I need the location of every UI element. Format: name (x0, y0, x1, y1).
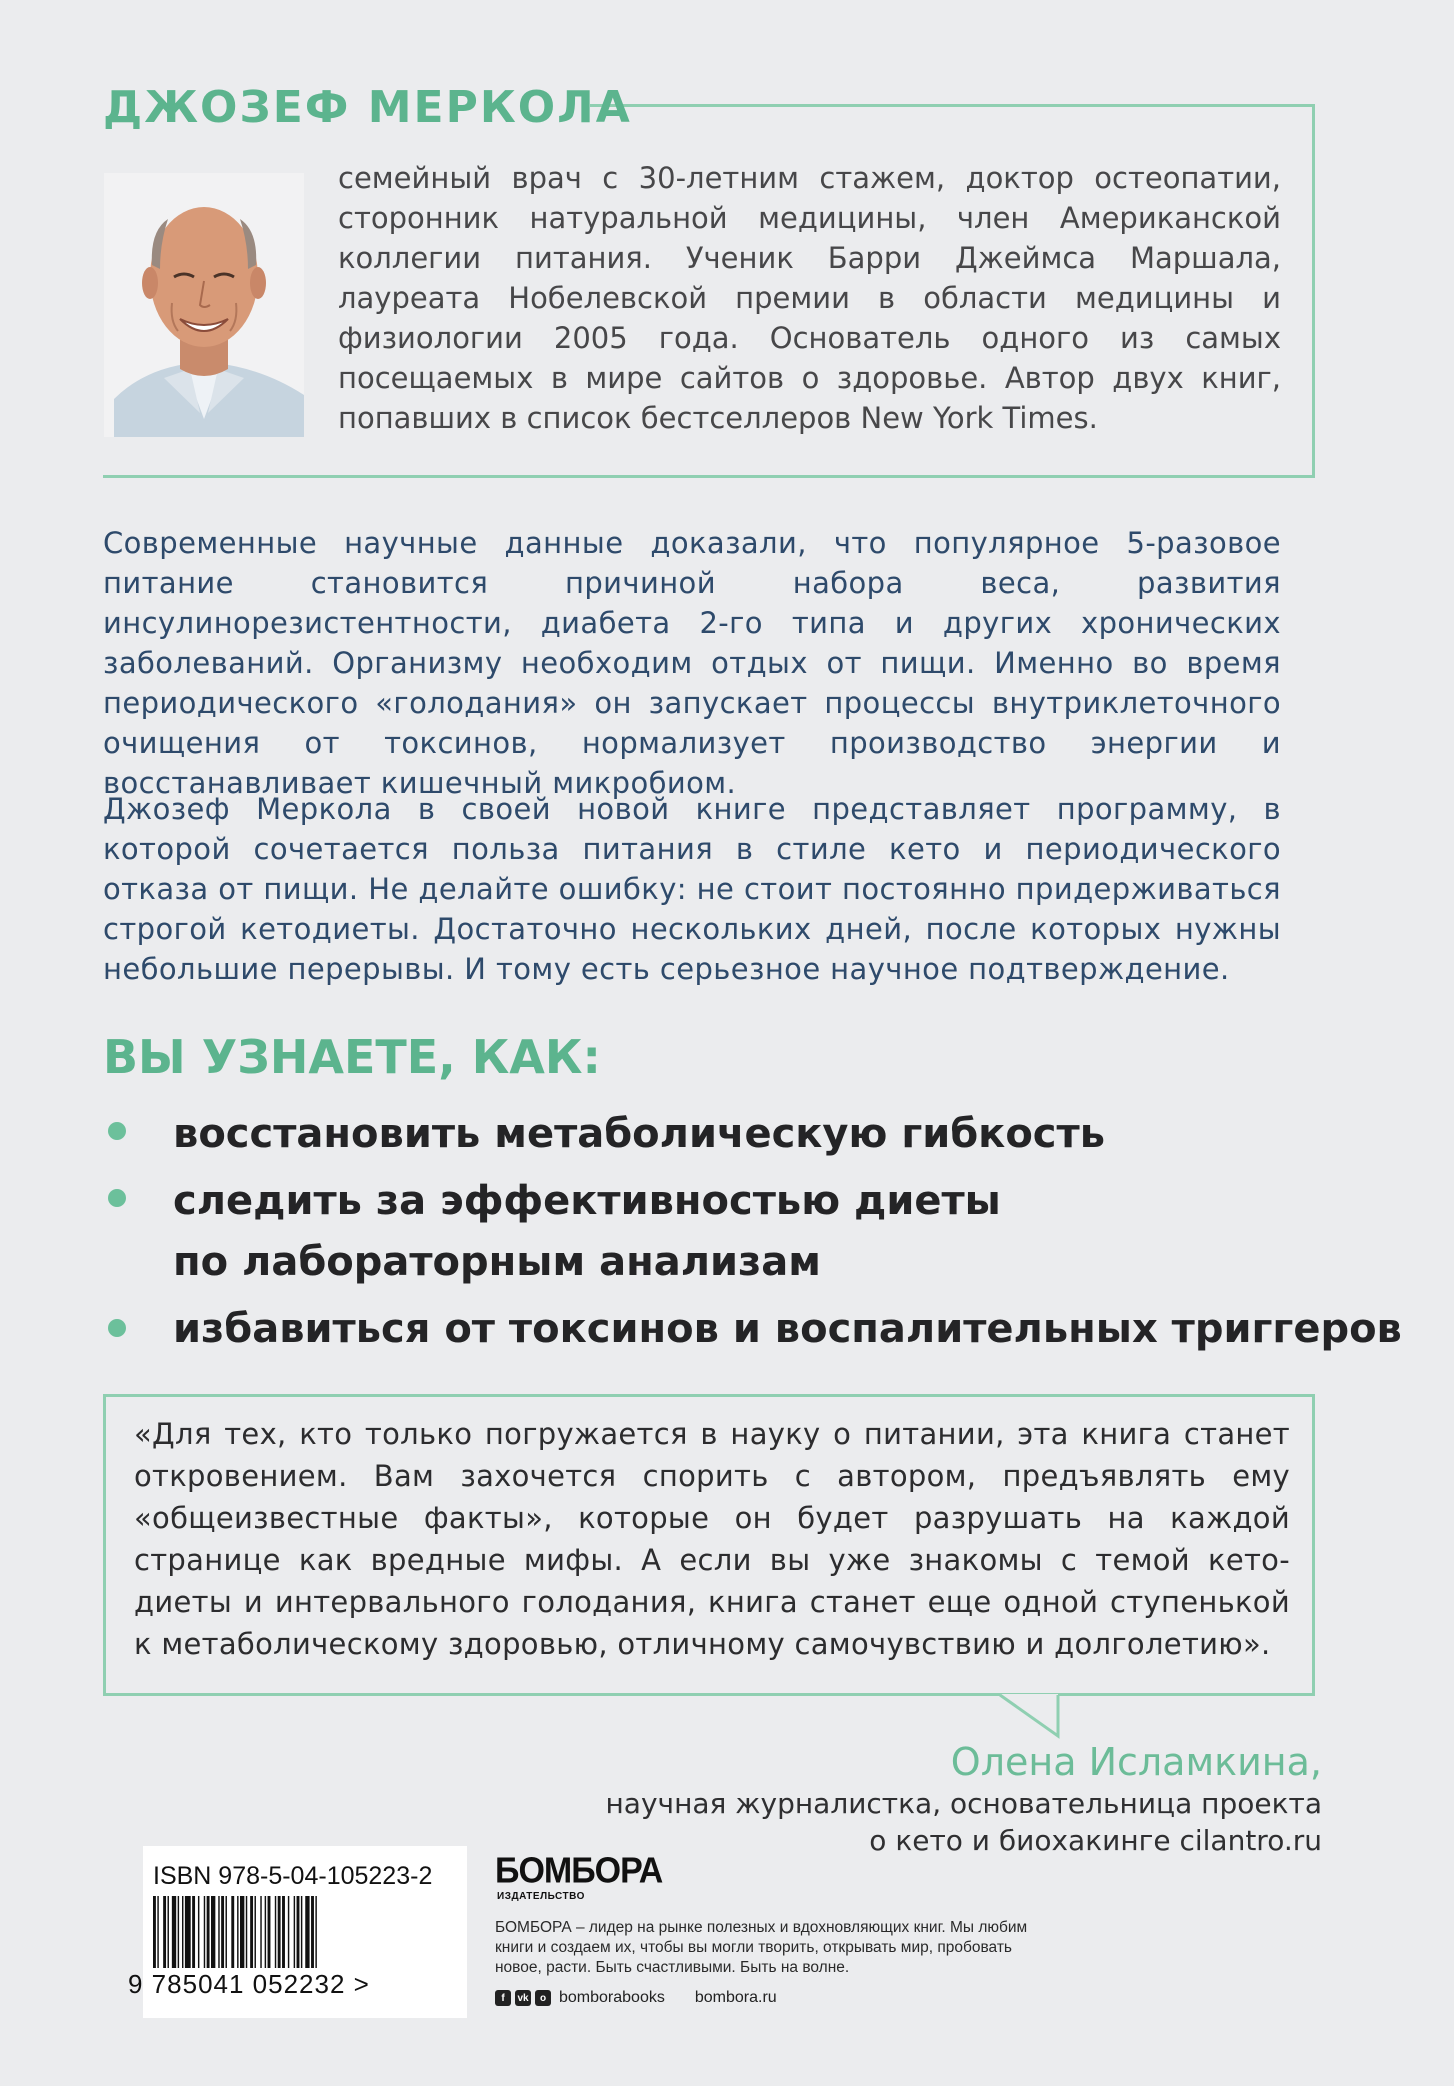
barcode-stripe (163, 1896, 166, 1968)
barcode-stripe (255, 1896, 256, 1968)
barcode-stripe (178, 1896, 179, 1968)
barcode-stripe (311, 1896, 314, 1968)
barcode-stripe (172, 1896, 176, 1968)
author-photo (104, 173, 304, 437)
barcode-stripe (204, 1896, 205, 1968)
barcode-stripe (265, 1896, 266, 1968)
publisher-subtitle: ИЗДАТЕЛЬСТВО (497, 1891, 585, 1902)
barcode-stripe (250, 1896, 253, 1968)
barcode-stripe (211, 1896, 215, 1968)
barcode-stripe (198, 1896, 199, 1968)
odnoklassniki-icon[interactable]: o (535, 1990, 551, 2006)
barcode-stripe (315, 1896, 316, 1968)
publisher-social-row (495, 1988, 777, 2008)
barcode-stripe (182, 1896, 183, 1968)
facebook-icon[interactable]: f (495, 1990, 511, 2006)
barcode-stripe (240, 1896, 244, 1968)
vk-icon[interactable]: vk (515, 1990, 531, 2006)
isbn-text: ISBN 978-5-04-105223-2 (153, 1862, 433, 1890)
description-paragraph-2: Джозеф Меркола в своей новой книге представляет программу, в которой сочетается польза питания в стиле кето и периодического отказа от пищи. Не делайте ошибку: не стоит постоянно придерживаться строгой кетодиеты. Достаточно нескольких дней, после которых нужны небольшие перерывы. И тому есть серьезное научное подтверждение. (103, 792, 1281, 986)
barcode-stripe (275, 1896, 276, 1968)
bullet-dot-icon (108, 1189, 126, 1207)
barcode-stripe (218, 1896, 219, 1968)
barcode-digits: 9 785041 052232 > (128, 1969, 370, 1999)
barcode-stripe (294, 1896, 295, 1968)
author-bio: семейный врач с 30-летним стажем, доктор остеопатии, сторонник натуральной медицины, член Американской коллегии питания. Ученик Барри Джеймса Маршала, лауреата Нобелевской премии в области медицины и физиологии 2005 года. Основатель одного из самых посещаемых в мире сайтов о здоровье. Автор двух книг, попавших в список бестселлеров New York Times. (338, 161, 1281, 435)
bullet-dot-icon (108, 1319, 126, 1337)
quote-author-role-line-2: о кето и биохакинге cilantro.ru (869, 1824, 1322, 1857)
barcode-stripe (297, 1896, 300, 1968)
learn-item-3: избавиться от токсинов и воспалительных триггеров (173, 1306, 1402, 1352)
barcode-stripe (231, 1896, 234, 1968)
barcode-stripe (168, 1896, 169, 1968)
barcode-stripe (207, 1896, 210, 1968)
barcode-stripe (226, 1896, 227, 1968)
learn-heading: ВЫ УЗНАЕТЕ, КАК: (103, 1030, 601, 1084)
barcode-stripe (157, 1896, 158, 1968)
barcode-stripe (153, 1896, 156, 1968)
quote-author-role-line-1: научная журналистка, основательница проекта (605, 1787, 1322, 1820)
description-paragraph-1: Современные научные данные доказали, что популярное 5-разовое питание становится причиной набора веса, развития инсулинорезистентности, диабета 2-го типа и других хронических заболеваний. Организму необходим отдых от пищи. Именно во время периодического «голодания» он запускает процессы внутриклеточного очищения от токсинов, нормализует производство энергии и восстанавливает кишечный микробиом. (103, 526, 1281, 800)
author-portrait-illustration (104, 173, 304, 437)
learn-item-1: восстановить метаболическую гибкость (173, 1111, 1105, 1157)
learn-item-2-continuation: по лабораторным анализам (173, 1239, 821, 1285)
quote-author: Олена Исламкина, (950, 1740, 1322, 1784)
barcode-stripe (237, 1896, 238, 1968)
author-frame-top-line (590, 104, 1315, 107)
publisher-handle[interactable]: bomborabooks (559, 1989, 665, 2006)
barcode-stripe (185, 1896, 191, 1968)
barcode-stripe (301, 1896, 302, 1968)
publisher-description: БОМБОРА – лидер на рынке полезных и вдохновляющих книг. Мы любим книги и создаем их, чтобы вы могли творить, открывать мир, пробовать новое, расти. Быть счастливыми. Быть на волне. (495, 1919, 1028, 1976)
author-title: ДЖОЗЕФ МЕРКОЛА (103, 82, 632, 133)
barcode-stripe (246, 1896, 247, 1968)
publisher-site-link[interactable]: bombora.ru (694, 1989, 777, 2006)
publisher-logo: БОМБОРА (495, 1851, 663, 1891)
quote-text: «Для тех, кто только погружается в науку о питании, эта книга станет откровением. Вам захочется спорить с автором, предъявлять ему «общеизвестные факты», которые он будет разрушать на каждой странице как вредные мифы. А если вы уже знакомы с темой кето-диеты и интервального голодания, книга станет еще одной ступенькой к метаболическому здоровью, отличному самочувствию и долголетию». (134, 1417, 1290, 1661)
barcode-stripe (268, 1896, 271, 1968)
barcode-stripe (278, 1896, 281, 1968)
barcode-stripe (260, 1896, 261, 1968)
barcode-stripe (192, 1896, 195, 1968)
bullet-dot-icon (108, 1122, 126, 1140)
barcode-icon (153, 1896, 425, 1972)
barcode-stripe (288, 1896, 289, 1968)
barcode-stripe (305, 1896, 309, 1968)
barcode-stripe (221, 1896, 224, 1968)
barcode-stripe (282, 1896, 285, 1968)
learn-item-2: следить за эффективностью диеты (173, 1178, 1001, 1224)
